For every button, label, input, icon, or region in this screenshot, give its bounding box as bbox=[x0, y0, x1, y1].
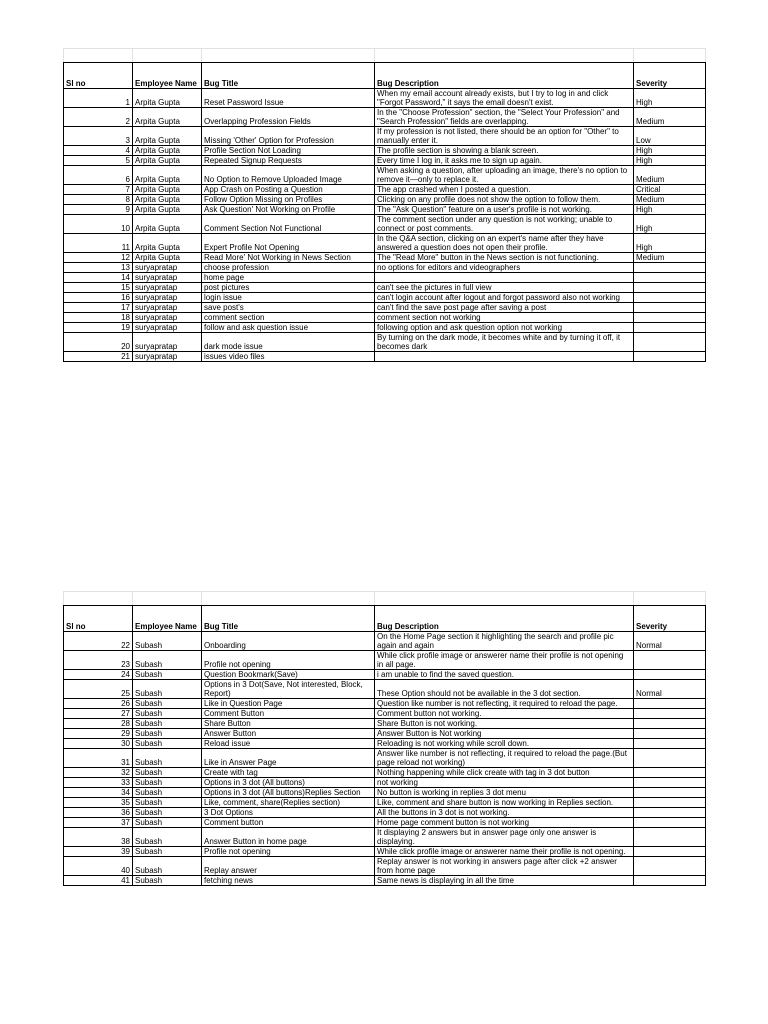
bug-title-cell[interactable]: Options in 3 dot (All buttons) bbox=[202, 778, 375, 788]
bug-title-cell[interactable]: Profile Section Not Loading bbox=[202, 146, 375, 156]
severity-cell[interactable]: Critical bbox=[634, 185, 706, 195]
bug-title-cell[interactable]: save post's bbox=[202, 303, 375, 313]
table-row bbox=[64, 303, 706, 313]
sl-no-cell[interactable]: 6 bbox=[64, 166, 133, 185]
sl-no-cell[interactable]: 24 bbox=[64, 670, 133, 680]
bug-title-cell[interactable]: Expert Profile Not Opening bbox=[202, 234, 375, 253]
severity-cell[interactable] bbox=[634, 670, 706, 680]
severity-cell[interactable] bbox=[634, 798, 706, 808]
severity-cell[interactable]: High bbox=[634, 146, 706, 156]
table-row bbox=[64, 749, 706, 768]
bug-title-cell[interactable]: issues video files bbox=[202, 352, 375, 362]
bug-description-cell[interactable]: In the "Choose Profession" section, the "Select Your Profession" and "Search Profession" fields are overlapping. bbox=[375, 108, 634, 127]
sl-no-cell[interactable]: 3 bbox=[64, 127, 133, 146]
bug-title-cell[interactable]: follow and ask question issue bbox=[202, 323, 375, 333]
employee-name-cell[interactable]: Subash bbox=[133, 768, 202, 778]
severity-cell[interactable] bbox=[634, 739, 706, 749]
severity-cell[interactable]: High bbox=[634, 89, 706, 108]
sl-no-cell[interactable]: 16 bbox=[64, 293, 133, 303]
table-row bbox=[64, 273, 706, 283]
bug-title-cell[interactable]: post pictures bbox=[202, 283, 375, 293]
table-row bbox=[64, 847, 706, 857]
employee-name-cell[interactable]: Subash bbox=[133, 876, 202, 886]
employee-name-cell[interactable]: Arpita Gupta bbox=[133, 156, 202, 166]
bug-title-cell[interactable]: Onboarding bbox=[202, 632, 375, 651]
table-row bbox=[64, 166, 706, 185]
bug-title-cell[interactable]: Create with tag bbox=[202, 768, 375, 778]
severity-cell[interactable] bbox=[634, 768, 706, 778]
sl-no-cell[interactable]: 21 bbox=[64, 352, 133, 362]
employee-name-cell[interactable]: Subash bbox=[133, 788, 202, 798]
bug-title-cell[interactable]: Comment button bbox=[202, 818, 375, 828]
bug-title-cell[interactable]: Comment Button bbox=[202, 709, 375, 719]
employee-name-cell[interactable]: Subash bbox=[133, 651, 202, 670]
sl-no-cell[interactable]: 13 bbox=[64, 263, 133, 273]
employee-name-cell[interactable]: Subash bbox=[133, 632, 202, 651]
table-row bbox=[64, 215, 706, 234]
sl-no-cell[interactable]: 9 bbox=[64, 205, 133, 215]
bug-title-cell[interactable]: No Option to Remove Uploaded Image bbox=[202, 166, 375, 185]
employee-name-cell[interactable]: Subash bbox=[133, 778, 202, 788]
bug-title-cell[interactable]: dark mode issue bbox=[202, 333, 375, 352]
sl-no-cell[interactable]: 2 bbox=[64, 108, 133, 127]
employee-name-cell[interactable]: suryapratap bbox=[133, 283, 202, 293]
bug-description-cell[interactable]: Same news is displaying in all the time bbox=[375, 876, 634, 886]
bug-description-cell[interactable]: In the Q&A section, clicking on an expert's name after they have answered a question does not open their profile. bbox=[375, 234, 634, 253]
bug-title-cell[interactable]: login issue bbox=[202, 293, 375, 303]
severity-cell[interactable] bbox=[634, 651, 706, 670]
severity-cell[interactable]: Medium bbox=[634, 108, 706, 127]
severity-cell[interactable] bbox=[634, 333, 706, 352]
severity-cell[interactable] bbox=[634, 283, 706, 293]
bug-title-cell[interactable]: comment section bbox=[202, 313, 375, 323]
bug-title-cell[interactable]: Repeated Signup Requests bbox=[202, 156, 375, 166]
severity-cell[interactable] bbox=[634, 303, 706, 313]
bug-title-cell[interactable]: Like in Question Page bbox=[202, 699, 375, 709]
header-sl-no[interactable]: Sl no bbox=[64, 63, 133, 89]
severity-cell[interactable] bbox=[634, 263, 706, 273]
employee-name-cell[interactable]: Arpita Gupta bbox=[133, 215, 202, 234]
bug-description-cell[interactable]: Nothing happening while click create with tag in 3 dot button bbox=[375, 768, 634, 778]
bug-description-cell[interactable]: Comment button not working. bbox=[375, 709, 634, 719]
sl-no-cell[interactable]: 18 bbox=[64, 313, 133, 323]
table-row bbox=[64, 828, 706, 847]
bug-title-cell[interactable]: Comment Section Not Functional bbox=[202, 215, 375, 234]
bug-description-cell[interactable]: can't find the save post page after saving a post bbox=[375, 303, 634, 313]
sl-no-cell[interactable]: 27 bbox=[64, 709, 133, 719]
sl-no-cell[interactable]: 26 bbox=[64, 699, 133, 709]
bug-description-cell[interactable]: comment section not working bbox=[375, 313, 634, 323]
sl-no-cell[interactable]: 30 bbox=[64, 739, 133, 749]
employee-name-cell[interactable]: Subash bbox=[133, 719, 202, 729]
bug-description-cell[interactable]: While click profile image or answerer name their profile is not opening in all page. bbox=[375, 651, 634, 670]
sl-no-cell[interactable]: 39 bbox=[64, 847, 133, 857]
bug-description-cell[interactable]: Answer Button is Not working bbox=[375, 729, 634, 739]
bug-description-cell[interactable]: The "Ask Question" feature on a user's profile is not working. bbox=[375, 205, 634, 215]
severity-cell[interactable] bbox=[634, 788, 706, 798]
severity-cell[interactable] bbox=[634, 847, 706, 857]
table-row bbox=[64, 283, 706, 293]
header-bug-description[interactable]: Bug Description bbox=[375, 606, 634, 632]
sl-no-cell[interactable]: 5 bbox=[64, 156, 133, 166]
sl-no-cell[interactable]: 31 bbox=[64, 749, 133, 768]
severity-cell[interactable] bbox=[634, 876, 706, 886]
bug-description-cell[interactable]: can't login account after logout and forgot password also not working bbox=[375, 293, 634, 303]
sl-no-cell[interactable]: 1 bbox=[64, 89, 133, 108]
bug-table-2 bbox=[63, 591, 706, 886]
employee-name-cell[interactable]: Subash bbox=[133, 847, 202, 857]
bug-title-cell[interactable]: Answer Button bbox=[202, 729, 375, 739]
table-row bbox=[64, 798, 706, 808]
empty-row bbox=[64, 592, 706, 606]
sl-no-cell[interactable]: 12 bbox=[64, 253, 133, 263]
header-row bbox=[64, 63, 706, 89]
sl-no-cell[interactable]: 35 bbox=[64, 798, 133, 808]
employee-name-cell[interactable]: Subash bbox=[133, 670, 202, 680]
severity-cell[interactable] bbox=[634, 818, 706, 828]
sl-no-cell[interactable]: 41 bbox=[64, 876, 133, 886]
employee-name-cell[interactable]: suryapratap bbox=[133, 352, 202, 362]
bug-title-cell[interactable]: Overlapping Profession Fields bbox=[202, 108, 375, 127]
bug-title-cell[interactable]: Follow Option Missing on Profiles bbox=[202, 195, 375, 205]
sl-no-cell[interactable]: 17 bbox=[64, 303, 133, 313]
bug-description-cell[interactable]: These Option should not be available in the 3 dot section. bbox=[375, 680, 634, 699]
employee-name-cell[interactable]: suryapratap bbox=[133, 303, 202, 313]
sl-no-cell[interactable]: 37 bbox=[64, 818, 133, 828]
severity-cell[interactable] bbox=[634, 313, 706, 323]
sl-no-cell[interactable]: 23 bbox=[64, 651, 133, 670]
header-employee-name[interactable]: Employee Name bbox=[133, 63, 202, 89]
bug-description-cell[interactable]: It displaying 2 answers but in answer page only one answer is displaying. bbox=[375, 828, 634, 847]
bug-description-cell[interactable]: no options for editors and videographers bbox=[375, 263, 634, 273]
severity-cell[interactable]: Medium bbox=[634, 253, 706, 263]
bug-title-cell[interactable]: Profile not opening bbox=[202, 651, 375, 670]
bug-description-cell[interactable]: If my profession is not listed, there should be an option for "Other" to manually enter it. bbox=[375, 127, 634, 146]
sl-no-cell[interactable]: 15 bbox=[64, 283, 133, 293]
severity-cell[interactable] bbox=[634, 352, 706, 362]
bug-title-cell[interactable]: home page bbox=[202, 273, 375, 283]
bug-title-cell[interactable]: App Crash on Posting a Question bbox=[202, 185, 375, 195]
sl-no-cell[interactable]: 32 bbox=[64, 768, 133, 778]
bug-description-cell[interactable]: Share Button is not working. bbox=[375, 719, 634, 729]
severity-cell[interactable] bbox=[634, 729, 706, 739]
sl-no-cell[interactable]: 10 bbox=[64, 215, 133, 234]
sl-no-cell[interactable]: 28 bbox=[64, 719, 133, 729]
table-row bbox=[64, 651, 706, 670]
employee-name-cell[interactable]: suryapratap bbox=[133, 273, 202, 283]
employee-name-cell[interactable]: suryapratap bbox=[133, 323, 202, 333]
table-row bbox=[64, 857, 706, 876]
sl-no-cell[interactable]: 4 bbox=[64, 146, 133, 156]
table-row bbox=[64, 808, 706, 818]
table-row bbox=[64, 729, 706, 739]
employee-name-cell[interactable]: Subash bbox=[133, 798, 202, 808]
bug-description-cell[interactable]: following option and ask question option not working bbox=[375, 323, 634, 333]
table-row bbox=[64, 699, 706, 709]
employee-name-cell[interactable]: Arpita Gupta bbox=[133, 146, 202, 156]
bug-description-cell[interactable]: No button is working in replies 3 dot menu bbox=[375, 788, 634, 798]
bug-title-cell[interactable]: Profile not opening bbox=[202, 847, 375, 857]
employee-name-cell[interactable]: Subash bbox=[133, 739, 202, 749]
employee-name-cell[interactable]: Subash bbox=[133, 857, 202, 876]
sl-no-cell[interactable]: 19 bbox=[64, 323, 133, 333]
header-row bbox=[64, 606, 706, 632]
employee-name-cell[interactable]: suryapratap bbox=[133, 313, 202, 323]
table-row bbox=[64, 234, 706, 253]
sl-no-cell[interactable]: 33 bbox=[64, 778, 133, 788]
bug-description-cell[interactable]: While click profile image or answerer name their profile is not opening. bbox=[375, 847, 634, 857]
table-row bbox=[64, 739, 706, 749]
severity-cell[interactable]: Normal bbox=[634, 632, 706, 651]
table-row bbox=[64, 185, 706, 195]
table-row bbox=[64, 719, 706, 729]
table-row bbox=[64, 108, 706, 127]
bug-description-cell[interactable]: i am unable to find the saved question. bbox=[375, 670, 634, 680]
sl-no-cell[interactable]: 22 bbox=[64, 632, 133, 651]
table-row bbox=[64, 195, 706, 205]
severity-cell[interactable] bbox=[634, 273, 706, 283]
table-row bbox=[64, 263, 706, 273]
bug-description-cell[interactable]: All the buttons in 3 dot is not working. bbox=[375, 808, 634, 818]
severity-cell[interactable] bbox=[634, 857, 706, 876]
table-row bbox=[64, 156, 706, 166]
table-row bbox=[64, 293, 706, 303]
sl-no-cell[interactable]: 38 bbox=[64, 828, 133, 847]
bug-description-cell[interactable] bbox=[375, 352, 634, 362]
bug-title-cell[interactable]: choose profession bbox=[202, 263, 375, 273]
severity-cell[interactable] bbox=[634, 709, 706, 719]
bug-description-cell[interactable]: not working bbox=[375, 778, 634, 788]
bug-description-cell[interactable]: When my email account already exists, but I try to log in and click "Forgot Password," it says the email doesn't exist. bbox=[375, 89, 634, 108]
bug-description-cell[interactable]: The comment section under any question is not working; unable to connect or post comments. bbox=[375, 215, 634, 234]
severity-cell[interactable]: High bbox=[634, 215, 706, 234]
table-row bbox=[64, 778, 706, 788]
bug-title-cell[interactable]: Options in 3 Dot(Save, Not interested, Block, Report) bbox=[202, 680, 375, 699]
bug-table-1 bbox=[63, 48, 706, 362]
severity-cell[interactable]: High bbox=[634, 205, 706, 215]
bug-description-cell[interactable]: Home page comment button is not working bbox=[375, 818, 634, 828]
employee-name-cell[interactable]: Subash bbox=[133, 828, 202, 847]
table-row bbox=[64, 632, 706, 651]
sl-no-cell[interactable]: 7 bbox=[64, 185, 133, 195]
severity-cell[interactable]: Medium bbox=[634, 166, 706, 185]
employee-name-cell[interactable]: suryapratap bbox=[133, 293, 202, 303]
bug-description-cell[interactable]: Like, comment and share button is now working in Replies section. bbox=[375, 798, 634, 808]
employee-name-cell[interactable]: Arpita Gupta bbox=[133, 127, 202, 146]
severity-cell[interactable] bbox=[634, 699, 706, 709]
table-row bbox=[64, 788, 706, 798]
bug-description-cell[interactable]: The profile section is showing a blank screen. bbox=[375, 146, 634, 156]
table-row bbox=[64, 709, 706, 719]
table-row bbox=[64, 818, 706, 828]
sl-no-cell[interactable]: 36 bbox=[64, 808, 133, 818]
empty-row bbox=[64, 49, 706, 63]
bug-description-cell[interactable]: By turning on the dark mode, it becomes white and by turning it off, it becomes dark bbox=[375, 333, 634, 352]
bug-title-cell[interactable]: Reset Password Issue bbox=[202, 89, 375, 108]
employee-name-cell[interactable]: Subash bbox=[133, 749, 202, 768]
employee-name-cell[interactable]: Subash bbox=[133, 709, 202, 719]
bug-title-cell[interactable]: Share Button bbox=[202, 719, 375, 729]
employee-name-cell[interactable]: Arpita Gupta bbox=[133, 166, 202, 185]
header-employee-name[interactable]: Employee Name bbox=[133, 606, 202, 632]
table-row bbox=[64, 352, 706, 362]
bug-title-cell[interactable]: Reload issue bbox=[202, 739, 375, 749]
bug-title-cell[interactable]: Question Bookmark(Save) bbox=[202, 670, 375, 680]
severity-cell[interactable]: Normal bbox=[634, 680, 706, 699]
employee-name-cell[interactable]: suryapratap bbox=[133, 263, 202, 273]
table-row bbox=[64, 127, 706, 146]
table-row bbox=[64, 333, 706, 352]
header-severity[interactable]: Severity bbox=[634, 606, 706, 632]
table-row bbox=[64, 146, 706, 156]
employee-name-cell[interactable]: Arpita Gupta bbox=[133, 253, 202, 263]
bug-description-cell[interactable]: Clicking on any profile does not show the option to follow them. bbox=[375, 195, 634, 205]
severity-cell[interactable]: Low bbox=[634, 127, 706, 146]
bug-title-cell[interactable]: 3 Dot Options bbox=[202, 808, 375, 818]
bug-title-cell[interactable]: Like, comment, share(Replies section) bbox=[202, 798, 375, 808]
employee-name-cell[interactable]: Subash bbox=[133, 808, 202, 818]
sl-no-cell[interactable]: 14 bbox=[64, 273, 133, 283]
severity-cell[interactable] bbox=[634, 293, 706, 303]
bug-title-cell[interactable]: Ask Question' Not Working on Profile bbox=[202, 205, 375, 215]
severity-cell[interactable]: Medium bbox=[634, 195, 706, 205]
table-row bbox=[64, 680, 706, 699]
header-bug-description[interactable]: Bug Description bbox=[375, 63, 634, 89]
severity-cell[interactable]: High bbox=[634, 234, 706, 253]
bug-description-cell[interactable]: When asking a question, after uploading an image, there's no option to remove it—only to replace it. bbox=[375, 166, 634, 185]
employee-name-cell[interactable]: Arpita Gupta bbox=[133, 205, 202, 215]
sl-no-cell[interactable]: 29 bbox=[64, 729, 133, 739]
employee-name-cell[interactable]: Arpita Gupta bbox=[133, 185, 202, 195]
bug-description-cell[interactable]: Question like number is not reflecting, it required to reload the page. bbox=[375, 699, 634, 709]
bug-title-cell[interactable]: Options in 3 dot (All buttons)Replies Section bbox=[202, 788, 375, 798]
bug-title-cell[interactable]: fetching news bbox=[202, 876, 375, 886]
header-bug-title[interactable]: Bug Title bbox=[202, 63, 375, 89]
table-row bbox=[64, 313, 706, 323]
severity-cell[interactable] bbox=[634, 749, 706, 768]
severity-cell[interactable] bbox=[634, 828, 706, 847]
employee-name-cell[interactable]: Arpita Gupta bbox=[133, 234, 202, 253]
bug-title-cell[interactable]: Read More' Not Working in News Section bbox=[202, 253, 375, 263]
bug-description-cell[interactable]: Replay answer is not working in answers page after click +2 answer from home page bbox=[375, 857, 634, 876]
bug-title-cell[interactable]: Missing 'Other' Option for Profession bbox=[202, 127, 375, 146]
header-sl-no[interactable]: Sl no bbox=[64, 606, 133, 632]
sl-no-cell[interactable]: 25 bbox=[64, 680, 133, 699]
employee-name-cell[interactable]: Arpita Gupta bbox=[133, 108, 202, 127]
employee-name-cell[interactable]: Arpita Gupta bbox=[133, 89, 202, 108]
bug-title-cell[interactable]: Answer Button in home page bbox=[202, 828, 375, 847]
bug-description-cell[interactable]: Every time I log in, it asks me to sign up again. bbox=[375, 156, 634, 166]
severity-cell[interactable] bbox=[634, 719, 706, 729]
sl-no-cell[interactable]: 11 bbox=[64, 234, 133, 253]
sl-no-cell[interactable]: 34 bbox=[64, 788, 133, 798]
employee-name-cell[interactable]: Subash bbox=[133, 699, 202, 709]
table-row bbox=[64, 876, 706, 886]
table-row bbox=[64, 768, 706, 778]
severity-cell[interactable] bbox=[634, 323, 706, 333]
table-row bbox=[64, 323, 706, 333]
bug-description-cell[interactable]: On the Home Page section it highlighting the search and profile pic again and again bbox=[375, 632, 634, 651]
table-row bbox=[64, 205, 706, 215]
sl-no-cell[interactable]: 8 bbox=[64, 195, 133, 205]
table-row bbox=[64, 670, 706, 680]
bug-description-cell[interactable] bbox=[375, 273, 634, 283]
severity-cell[interactable] bbox=[634, 808, 706, 818]
bug-description-cell[interactable]: The "Read More" button in the News section is not functioning. bbox=[375, 253, 634, 263]
employee-name-cell[interactable]: suryapratap bbox=[133, 333, 202, 352]
employee-name-cell[interactable]: Subash bbox=[133, 680, 202, 699]
employee-name-cell[interactable]: Arpita Gupta bbox=[133, 195, 202, 205]
employee-name-cell[interactable]: Subash bbox=[133, 729, 202, 739]
header-bug-title[interactable]: Bug Title bbox=[202, 606, 375, 632]
bug-title-cell[interactable]: Like in Answer Page bbox=[202, 749, 375, 768]
header-severity[interactable]: Severity bbox=[634, 63, 706, 89]
table-row bbox=[64, 253, 706, 263]
bug-description-cell[interactable]: The app crashed when I posted a question. bbox=[375, 185, 634, 195]
sl-no-cell[interactable]: 40 bbox=[64, 857, 133, 876]
severity-cell[interactable] bbox=[634, 778, 706, 788]
employee-name-cell[interactable]: Subash bbox=[133, 818, 202, 828]
table-row bbox=[64, 89, 706, 108]
severity-cell[interactable]: High bbox=[634, 156, 706, 166]
sl-no-cell[interactable]: 20 bbox=[64, 333, 133, 352]
bug-description-cell[interactable]: can't see the pictures in full view bbox=[375, 283, 634, 293]
bug-title-cell[interactable]: Replay answer bbox=[202, 857, 375, 876]
bug-description-cell[interactable]: Reloading is not working while scroll down. bbox=[375, 739, 634, 749]
bug-description-cell[interactable]: Answer like number is not reflecting, it required to reload the page.(But page reload not working) bbox=[375, 749, 634, 768]
